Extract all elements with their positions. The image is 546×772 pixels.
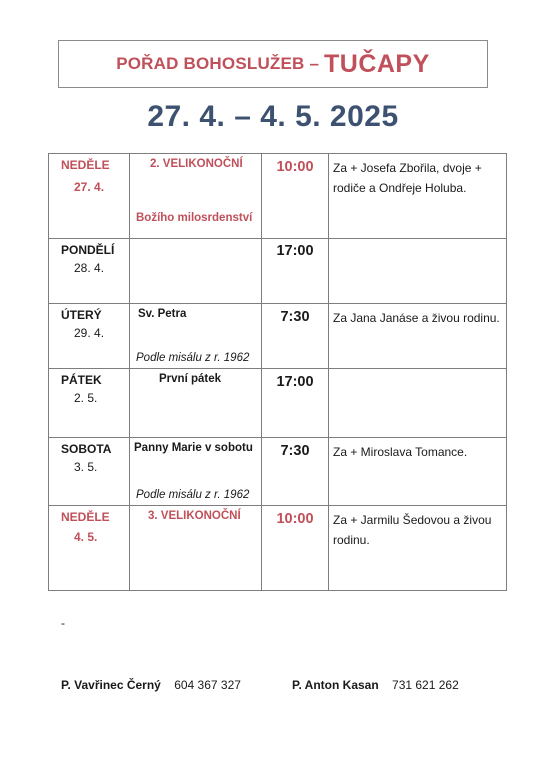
table-row [49, 369, 507, 438]
mass-intention: Za Jana Janáse a živou rodinu. [333, 311, 500, 325]
day-name: SOBOTA [61, 442, 112, 456]
missal-note: Podle misálu z r. 1962 [136, 489, 250, 501]
mass-time: 10:00 [276, 511, 314, 527]
table-row [49, 304, 507, 369]
stray-dash: - [61, 616, 65, 630]
schedule-table [48, 153, 507, 591]
mass-intention: Za + Jarmilu Šedovou a živou rodinu. [333, 513, 492, 547]
time-cell [262, 154, 329, 239]
desc-cell [130, 154, 262, 239]
liturgy-title: Panny Marie v sobotu [134, 442, 253, 454]
mass-time: 10:00 [276, 159, 314, 175]
liturgy-title: 2. VELIKONOČNÍ [150, 158, 243, 170]
intention-cell [329, 239, 507, 304]
priest-name: P. Anton Kasan [292, 678, 379, 692]
day-cell [49, 154, 130, 239]
day-cell [49, 239, 130, 304]
desc-cell [130, 239, 262, 304]
liturgy-title: První pátek [159, 373, 221, 385]
day-date: 27. 4. [74, 180, 105, 194]
day-cell [49, 506, 130, 591]
mass-intention: Za + Miroslava Tomance. [333, 445, 468, 459]
mass-time: 17:00 [276, 243, 314, 259]
day-name: PONDĚLÍ [61, 243, 115, 257]
day-name: NEDĚLE [61, 510, 110, 524]
priest-contact-1 [61, 678, 241, 692]
day-name: NEDĚLE [61, 158, 110, 172]
day-cell [49, 438, 130, 506]
time-cell [262, 304, 329, 369]
time-cell [262, 239, 329, 304]
day-date: 29. 4. [74, 326, 105, 340]
day-cell [49, 304, 130, 369]
mass-time: 7:30 [280, 309, 310, 325]
table-row [49, 154, 507, 239]
priest-name: P. Vavřinec Černý [61, 678, 161, 692]
liturgy-subtitle: Božího milosrdenství [136, 212, 253, 224]
title-box [58, 40, 488, 88]
priest-phone: 731 621 262 [392, 678, 459, 692]
title-separator: – [309, 54, 319, 73]
intention-cell [329, 304, 507, 369]
liturgy-title: Sv. Petra [138, 308, 187, 320]
priest-contact-2 [292, 678, 459, 692]
day-date: 2. 5. [74, 391, 98, 405]
intention-cell [329, 154, 507, 239]
desc-cell [130, 369, 262, 438]
missal-note: Podle misálu z r. 1962 [136, 352, 250, 364]
liturgy-title: 3. VELIKONOČNÍ [148, 510, 241, 522]
intention-cell [329, 369, 507, 438]
desc-cell [130, 438, 262, 506]
table-row [49, 438, 507, 506]
table-row [49, 239, 507, 304]
time-cell [262, 506, 329, 591]
mass-time: 17:00 [276, 374, 314, 390]
day-name: PÁTEK [61, 373, 102, 387]
day-name: ÚTERÝ [61, 308, 102, 322]
desc-cell [130, 304, 262, 369]
day-date: 28. 4. [74, 261, 105, 275]
mass-intention: Za + Josefa Zbořila, dvoje + rodiče a Ondřeje Holuba. [333, 161, 482, 195]
intention-cell [329, 438, 507, 506]
desc-cell [130, 506, 262, 591]
title-prefix: POŘAD BOHOSLUŽEB [116, 54, 305, 73]
time-cell [262, 438, 329, 506]
date-range: 27. 4. – 4. 5. 2025 [147, 100, 399, 133]
day-date: 3. 5. [74, 460, 98, 474]
table-row [49, 506, 507, 591]
priest-phone: 604 367 327 [174, 678, 241, 692]
day-cell [49, 369, 130, 438]
title-place: TUČAPY [324, 49, 430, 78]
time-cell [262, 369, 329, 438]
mass-time: 7:30 [280, 443, 310, 459]
day-date: 4. 5. [74, 530, 98, 544]
intention-cell [329, 506, 507, 591]
